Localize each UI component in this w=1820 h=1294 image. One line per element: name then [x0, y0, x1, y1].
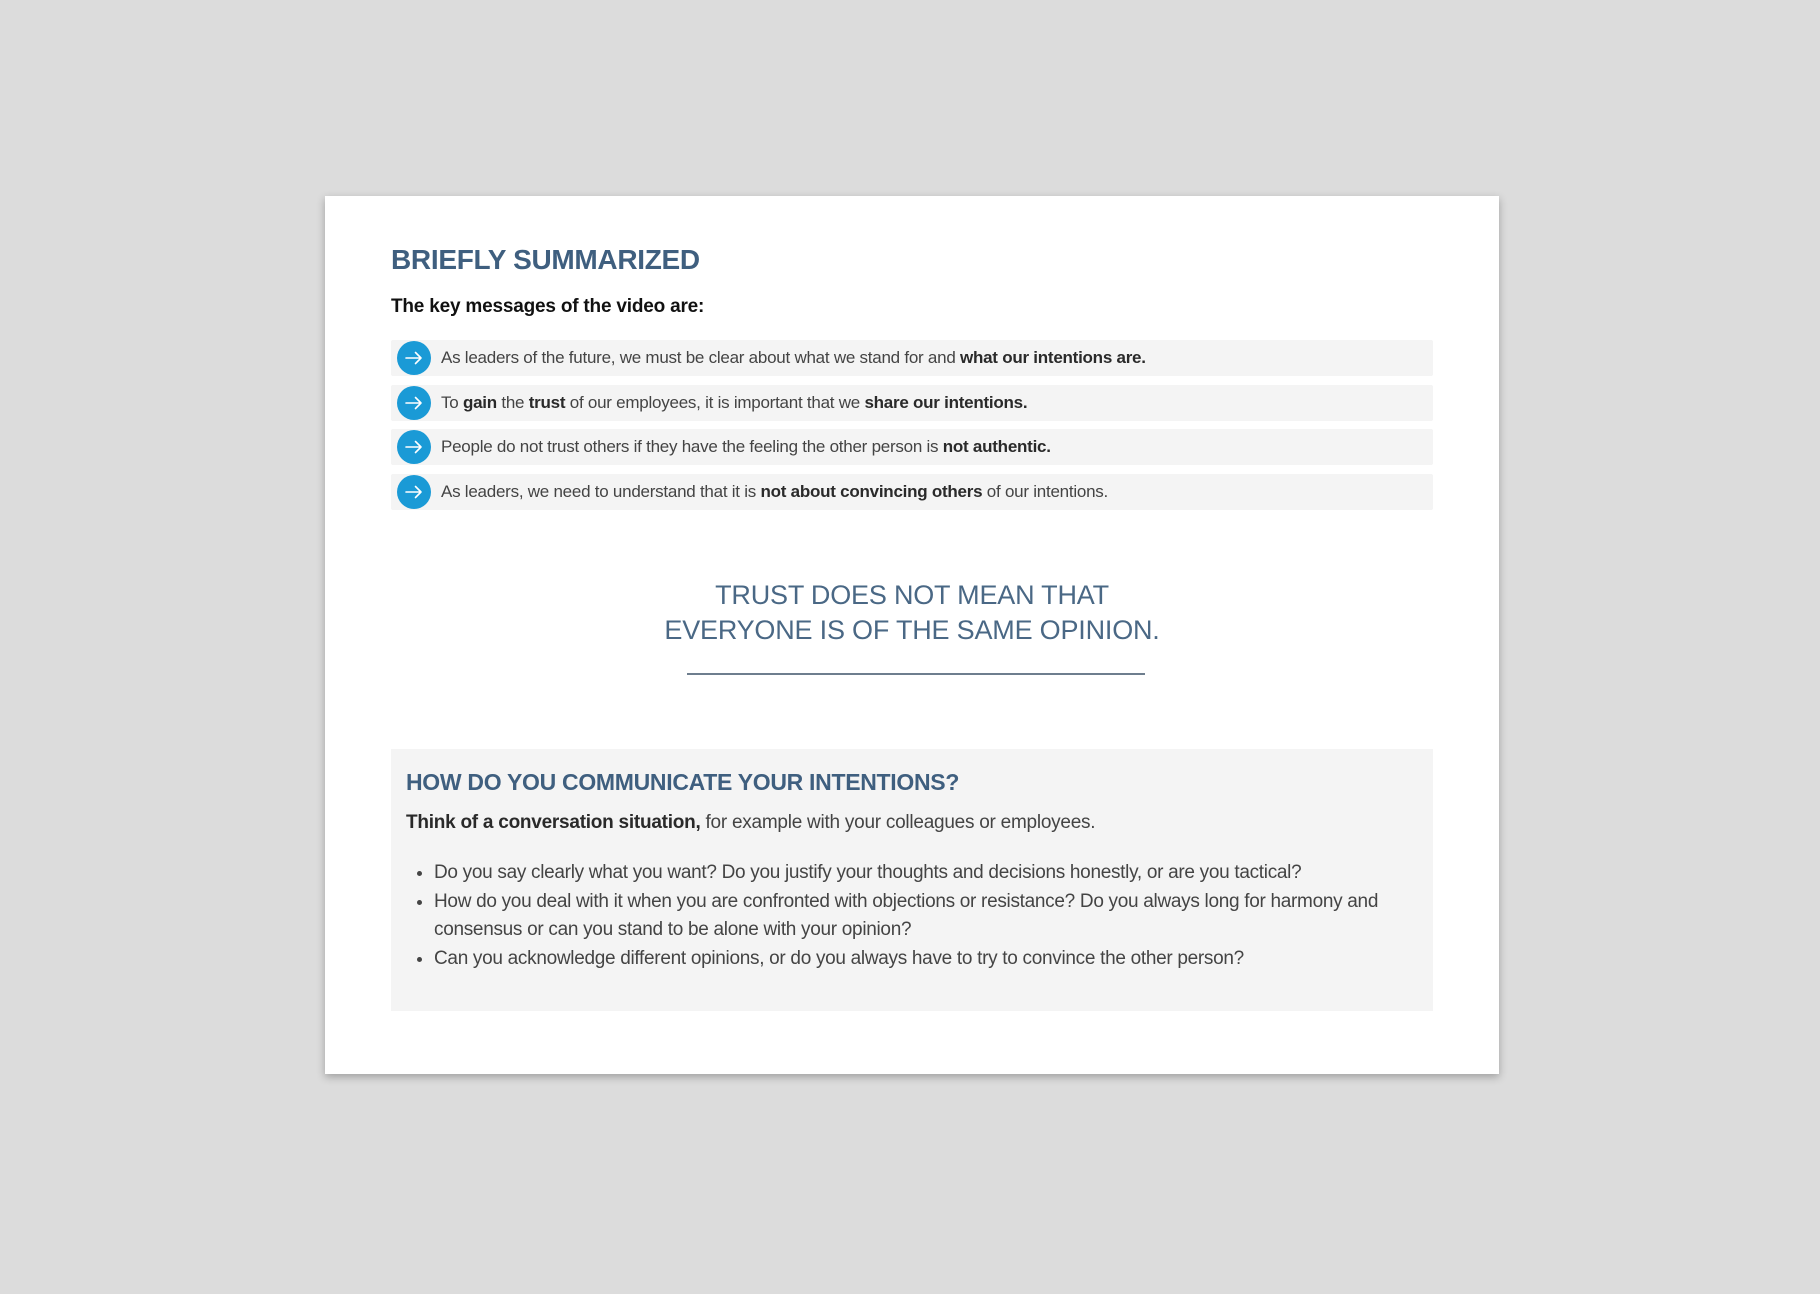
arrow-right-circle-icon	[397, 475, 431, 509]
trust-quote	[391, 578, 1433, 648]
arrow-right-circle-icon	[397, 341, 431, 375]
key-message-item	[391, 385, 1433, 421]
key-message-item	[391, 429, 1433, 465]
arrow-right-circle-icon	[397, 386, 431, 420]
reflection-question: • Do you say clearly what you want? Do you justify your thoughts and decisions honestly, or are you tactical?	[434, 859, 1416, 888]
reflection-question: • Can you acknowledge different opinions, or do you always have to try to convince the other person?	[434, 945, 1416, 974]
reflection-questions-list	[406, 859, 1416, 973]
quote-line-2: EVERYONE IS OF THE SAME OPINION.	[664, 615, 1160, 645]
reflection-title: HOW DO YOU COMMUNICATE YOUR INTENTIONS?	[406, 769, 960, 795]
key-message-text: People do not trust others if they have the feeling the other person is not authentic.	[441, 437, 1051, 456]
key-messages-list	[391, 340, 1433, 518]
key-message-item	[391, 340, 1433, 376]
section-title: BRIEFLY SUMMARIZED	[391, 244, 700, 275]
reflection-box	[391, 749, 1433, 1011]
arrow-right-circle-icon	[397, 430, 431, 464]
key-message-text: As leaders of the future, we must be clear about what we stand for and what our intentions are.	[441, 348, 1146, 367]
quote-underline-divider	[687, 673, 1145, 675]
key-message-text: As leaders, we need to understand that it is not about convincing others of our intentions.	[441, 481, 1108, 501]
quote-line-1: TRUST DOES NOT MEAN THAT	[715, 580, 1109, 610]
key-message-item	[391, 474, 1433, 510]
reflection-question: • How do you deal with it when you are confronted with objections or resistance? Do you always long for harmony and consensus or can you stand to be alone with your opinion?	[434, 888, 1416, 945]
document-page	[325, 196, 1499, 1074]
key-messages-subtitle: The key messages of the video are:	[391, 296, 705, 317]
reflection-intro: Think of a conversation situation, for example with your colleagues or employees.	[406, 812, 1096, 833]
key-message-text: To gain the trust of our employees, it is important that we share our intentions.	[441, 392, 1028, 412]
